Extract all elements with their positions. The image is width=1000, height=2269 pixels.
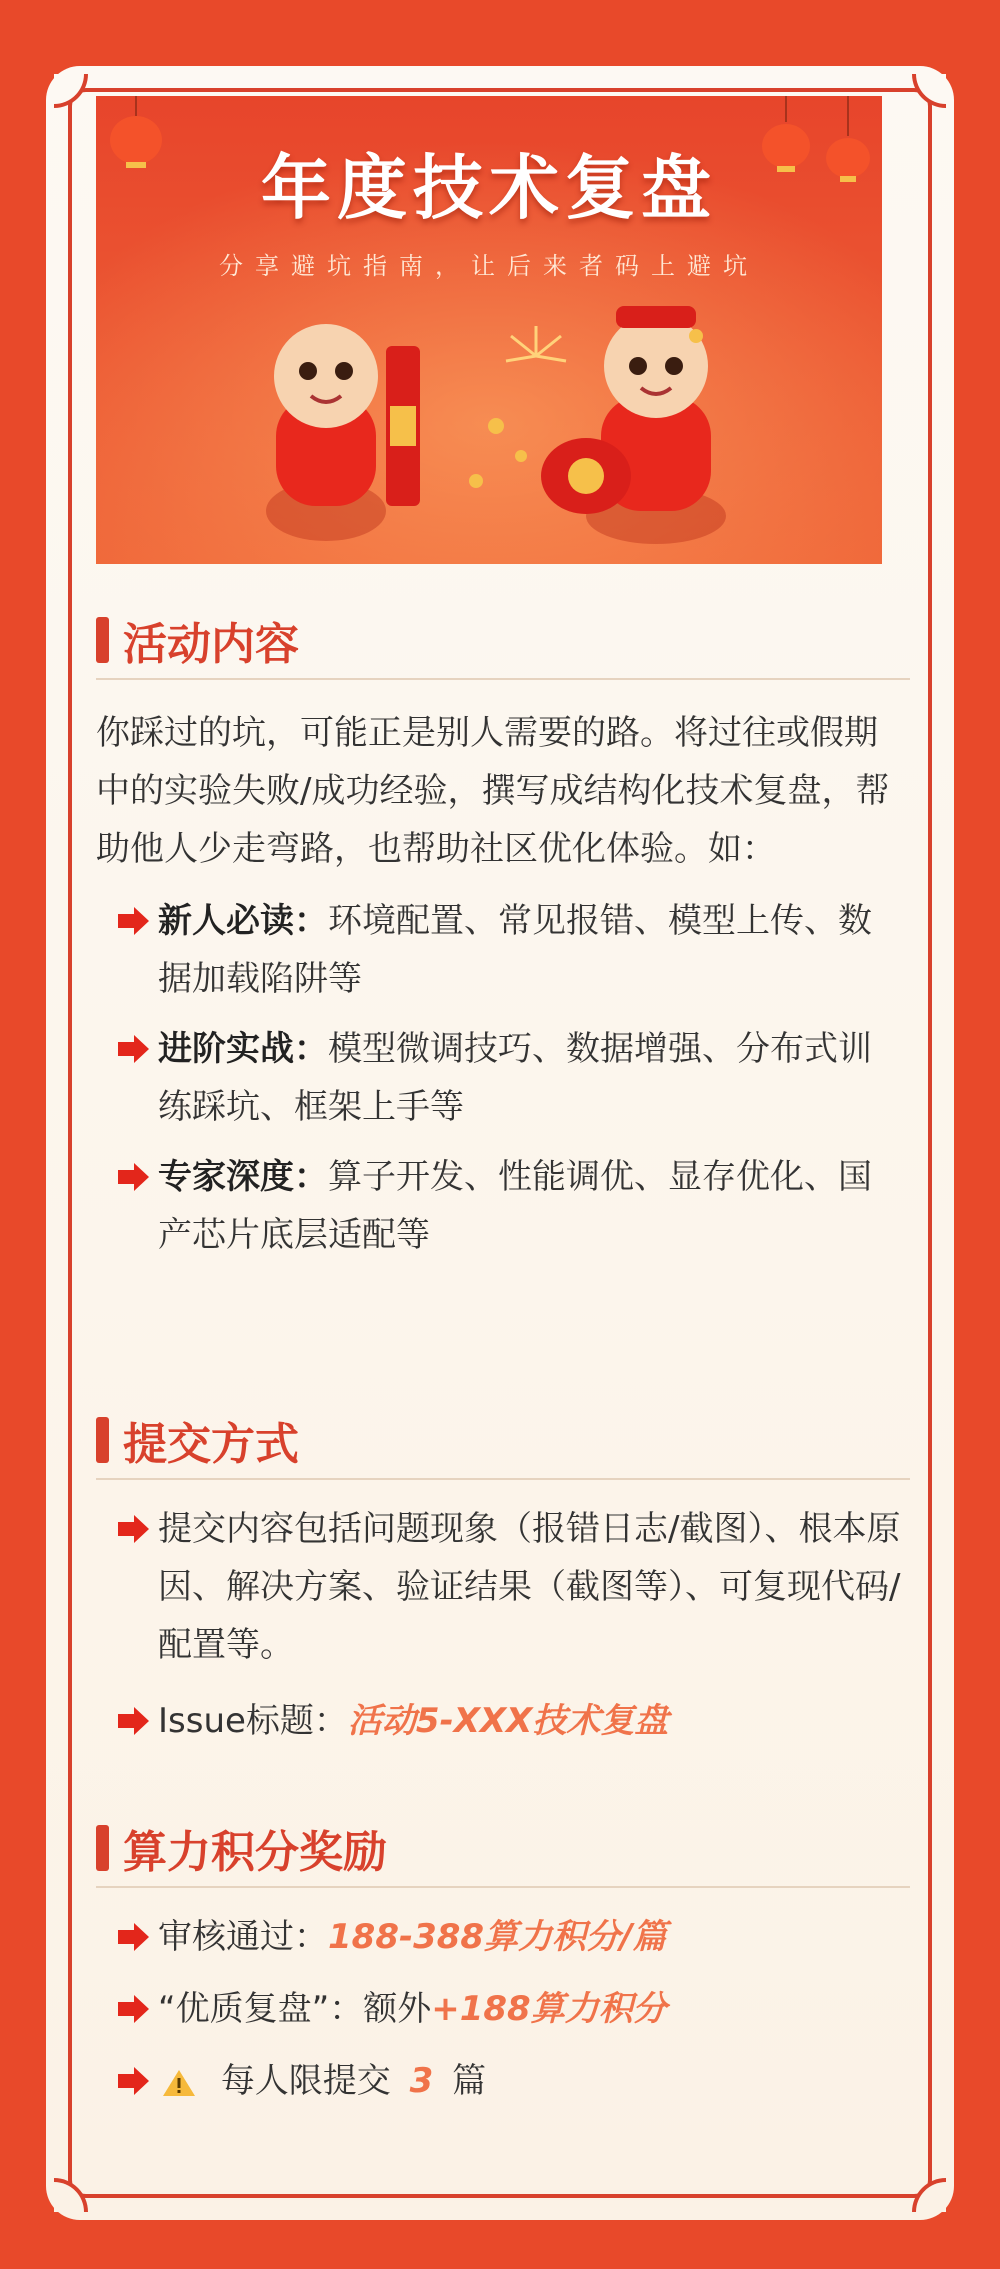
- list-item: [96, 1020, 904, 1136]
- red-arrow-icon: [116, 1922, 150, 1952]
- section-title: 活动内容: [123, 619, 299, 670]
- banner-title: 年度技术复盘: [261, 147, 717, 229]
- quality-value: +188算力积分: [431, 1989, 667, 2029]
- item-label: 进阶实战: [158, 1029, 294, 1069]
- item-separator: ：: [294, 1157, 328, 1197]
- issue-title-value: 活动5-XXX技术复盘: [347, 1701, 669, 1741]
- quality-label: “优质复盘”：额外: [158, 1989, 432, 2029]
- red-arrow-icon: [116, 906, 150, 936]
- list-item: [96, 892, 904, 1008]
- item-separator: ：: [294, 1029, 328, 1069]
- list-item: [96, 1148, 904, 1264]
- heading-bar: [96, 617, 109, 663]
- item-separator: ：: [294, 901, 328, 941]
- heading-bar: [96, 1825, 109, 1871]
- item-label: 新人必读: [158, 901, 294, 941]
- item-text: 环境配置、常见报错、模型上传、数据加载陷阱等: [158, 901, 872, 999]
- section-reward: [96, 1820, 904, 2110]
- red-arrow-icon: [116, 1994, 150, 2024]
- list-item: [96, 1908, 904, 1966]
- red-arrow-icon: [116, 1162, 150, 1192]
- section-title: 提交方式: [123, 1419, 299, 1470]
- list-item: [96, 1692, 904, 1750]
- list-item: [96, 2052, 904, 2110]
- limit-unit: 篇: [452, 2061, 487, 2101]
- red-arrow-icon: [116, 1034, 150, 1064]
- divider: [96, 1478, 910, 1480]
- issue-label: Issue标题：: [158, 1701, 348, 1741]
- section-heading: [96, 1820, 904, 1876]
- red-arrow-icon: [116, 2066, 150, 2096]
- activity-intro: 你踩过的坑，可能正是别人需要的路。将过往或假期中的实验失败/成功经验，撰写成结构化技术复盘，帮助他人少走弯路，也帮助社区优化体验。如：: [96, 713, 890, 869]
- divider: [96, 1886, 910, 1888]
- red-arrow-icon: [116, 1706, 150, 1736]
- list-item: [96, 1980, 904, 2038]
- item-text: 提交内容包括问题现象（报错日志/截图）、根本原因、解决方案、验证结果（截图等）、可复现代码/配置等。: [158, 1509, 901, 1665]
- review-value: 188-388算力积分/篇: [328, 1917, 667, 1957]
- section-heading: [96, 1412, 904, 1468]
- section-activity: [96, 612, 904, 1264]
- divider: [96, 678, 910, 680]
- section-heading: [96, 612, 904, 668]
- limit-text: 每人限提交: [220, 2061, 391, 2101]
- hero-banner: [96, 96, 882, 564]
- banner-subtitle: 分享避坑指南，让后来者码上避坑: [219, 252, 759, 280]
- list-item: [96, 1500, 904, 1674]
- item-text: 算子开发、性能调优、显存优化、国产芯片底层适配等: [158, 1157, 872, 1255]
- item-text: 模型微调技巧、数据增强、分布式训练踩坑、框架上手等: [158, 1029, 872, 1127]
- section-submit: [96, 1412, 904, 1750]
- limit-number: 3: [409, 2061, 434, 2101]
- section-title: 算力积分奖励: [123, 1827, 387, 1878]
- heading-bar: [96, 1417, 109, 1463]
- review-label: 审核通过：: [158, 1917, 328, 1957]
- warning-icon: [162, 2068, 196, 2098]
- red-arrow-icon: [116, 1514, 150, 1544]
- item-label: 专家深度: [158, 1157, 294, 1197]
